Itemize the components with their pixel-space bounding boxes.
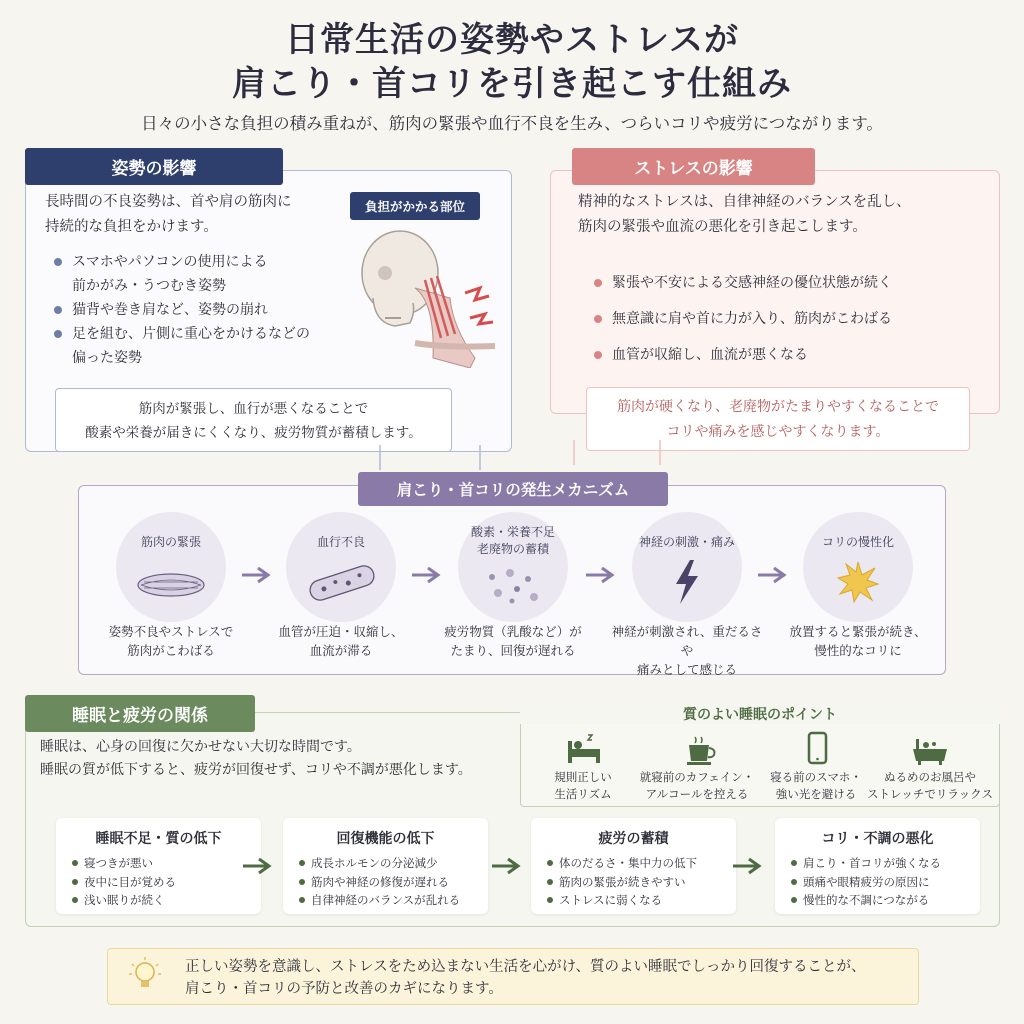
sleep-point-label: 寝る前のスマホ・ 強い光を避ける	[770, 770, 862, 801]
list-item: 慢性的な不調につながる	[791, 891, 941, 910]
coffee-cup-icon	[681, 733, 721, 767]
flow-arrow-icon	[410, 565, 444, 585]
step-label: 老廃物の蓄積	[476, 542, 549, 556]
sleep-points-title: 質のよい睡眠のポイント	[520, 704, 1000, 724]
sleep-section-tag: 睡眠と疲労の関係	[25, 695, 255, 732]
list-item: 寝つきが悪い	[72, 854, 176, 873]
step-label: コリの慢性化	[821, 535, 894, 549]
step-desc: 神経が刺激され、重だるさや 痛みとして感じる	[611, 624, 763, 677]
page-title-line2: 肩こり・首コリを引き起こす仕組み	[232, 64, 792, 104]
step-label: 酸素・栄養不足	[470, 525, 555, 539]
flow-arrow-icon	[756, 565, 790, 585]
list-item: 浅い眠りが続く	[72, 891, 176, 910]
list-item: 筋肉の緊張が続きやすい	[547, 873, 697, 892]
list-item: 血管が収縮し、血流が悪くなる	[590, 337, 980, 373]
stress-section-tag: ストレスの影響	[572, 148, 815, 185]
stress-intro-line2: 筋肉の緊張や血流の悪化を引き起こします。	[578, 219, 867, 235]
list-item: スマホやパソコンの使用による 前かがみ・うつむき姿勢	[50, 250, 320, 298]
page-subtitle: 日々の小さな負担の積み重ねが、筋肉の緊張や血行不良を生み、つらいコリや疲労につながります。	[141, 114, 883, 133]
sleep-intro-line1: 睡眠は、心身の回復に欠かせない大切な時間です。	[40, 739, 361, 755]
step-desc: 姿勢不良やストレスで 筋肉がこわばる	[108, 624, 234, 658]
list-item: 頭痛や眼精疲労の原因に	[791, 873, 941, 892]
mechanism-section-tag: 肩こり・首コリの発生メカニズム	[358, 472, 668, 506]
blood-vessel-icon	[303, 563, 381, 603]
stress-bullet-list	[590, 265, 980, 373]
flow-arrow-icon	[240, 565, 274, 585]
list-item: 足を組む、片側に重心をかけるなどの 偏った姿勢	[50, 322, 320, 370]
step-label: 血行不良	[316, 535, 365, 549]
bathtub-icon	[910, 733, 950, 767]
muscle-icon	[136, 570, 206, 600]
step-circle	[116, 512, 226, 622]
list-item: 無意識に肩や首に力が入り、筋肉がこわばる	[590, 301, 980, 337]
list-item: 夜中に目が覚める	[72, 873, 176, 892]
sleep-card: 疲労の蓄積 体のだるさ・集中力の低下 筋肉の緊張が続きやすい ストレスに弱くなる	[531, 818, 736, 914]
list-item: 肩こり・首コリが強くなる	[791, 854, 941, 873]
list-item: 成長ホルモンの分泌減少	[299, 854, 460, 873]
list-item: 筋肉や神経の修復が遅れる	[299, 873, 460, 892]
sleep-point-label: 就寝前のカフェイン・ アルコールを控える	[639, 770, 755, 801]
burst-icon	[836, 560, 880, 604]
step-desc: 放置すると緊張が続き、 慢性的なコリに	[789, 624, 927, 658]
sleep-card: 回復機能の低下 成長ホルモンの分泌減少 筋肉や神経の修復が遅れる 自律神経のバランスが乱れる	[283, 818, 488, 914]
list-item: 緊張や不安による交感神経の優位状態が続く	[590, 265, 980, 301]
sleep-card: 睡眠不足・質の低下 寝つきが悪い 夜中に目が覚める 浅い眠りが続く	[56, 818, 261, 914]
sleep-point-label: 規則正しい 生活リズム	[554, 770, 612, 801]
list-item: 自律神経のバランスが乱れる	[299, 891, 460, 910]
skull-neck-illustration	[355, 218, 505, 368]
posture-bullet-list	[50, 250, 320, 370]
stress-intro-line1: 精神的なストレスは、自律神経のバランスを乱し、	[578, 194, 911, 210]
stress-result-note: 筋肉が硬くなり、老廃物がたまりやすくなることで コリや痛みを感じやすくなります。	[586, 387, 970, 451]
step-desc: 疲労物質（乳酸など）が たまり、回復が遅れる	[444, 624, 582, 658]
strain-area-label: 負担がかかる部位	[350, 192, 480, 220]
posture-intro-line2: 持続的な負担をかけます。	[45, 219, 218, 235]
step-desc: 血管が圧迫・収縮し、 血流が滞る	[278, 624, 404, 658]
list-item: 猫背や巻き肩など、姿勢の崩れ	[50, 298, 320, 322]
particles-icon	[482, 565, 544, 607]
sleep-intro-line2: 睡眠の質が低下すると、疲労が回復せず、コリや不調が悪化します。	[40, 762, 472, 778]
flow-arrow-icon	[490, 856, 524, 876]
posture-result-note: 筋肉が緊張し、血行が悪くなることで 酸素や栄養が届きにくくなり、疲労物質が蓄積します。	[55, 388, 452, 452]
flow-arrow-icon	[584, 565, 618, 585]
flow-arrow-icon	[241, 856, 275, 876]
tip-text: 正しい姿勢を意識し、ストレスをため込まない生活を心がけ、質のよい睡眠でしっかり回復することが、 肩こり・首コリの予防と改善のカギになります。	[185, 959, 866, 997]
list-item: ストレスに弱くなる	[547, 891, 697, 910]
list-item: 体のだるさ・集中力の低下	[547, 854, 697, 873]
step-label: 神経の刺激・痛み	[638, 535, 735, 549]
page-title-line1: 日常生活の姿勢やストレスが	[285, 20, 739, 60]
flow-arrow-icon	[731, 856, 765, 876]
posture-intro-line1: 長時間の不良姿勢は、首や肩の筋肉に	[45, 194, 292, 210]
posture-section-tag: 姿勢の影響	[25, 148, 283, 185]
bed-icon	[564, 733, 604, 767]
sleep-point-label: ぬるめのお風呂や ストレッチでリラックス	[866, 770, 994, 801]
lightbulb-icon	[128, 956, 162, 996]
smartphone-icon	[797, 731, 837, 765]
sleep-card: コリ・不調の悪化 肩こり・首コリが強くなる 頭痛や眼精疲労の原因に 慢性的な不調につながる	[775, 818, 980, 914]
step-label: 筋肉の緊張	[140, 535, 201, 549]
lightning-icon	[672, 558, 702, 606]
